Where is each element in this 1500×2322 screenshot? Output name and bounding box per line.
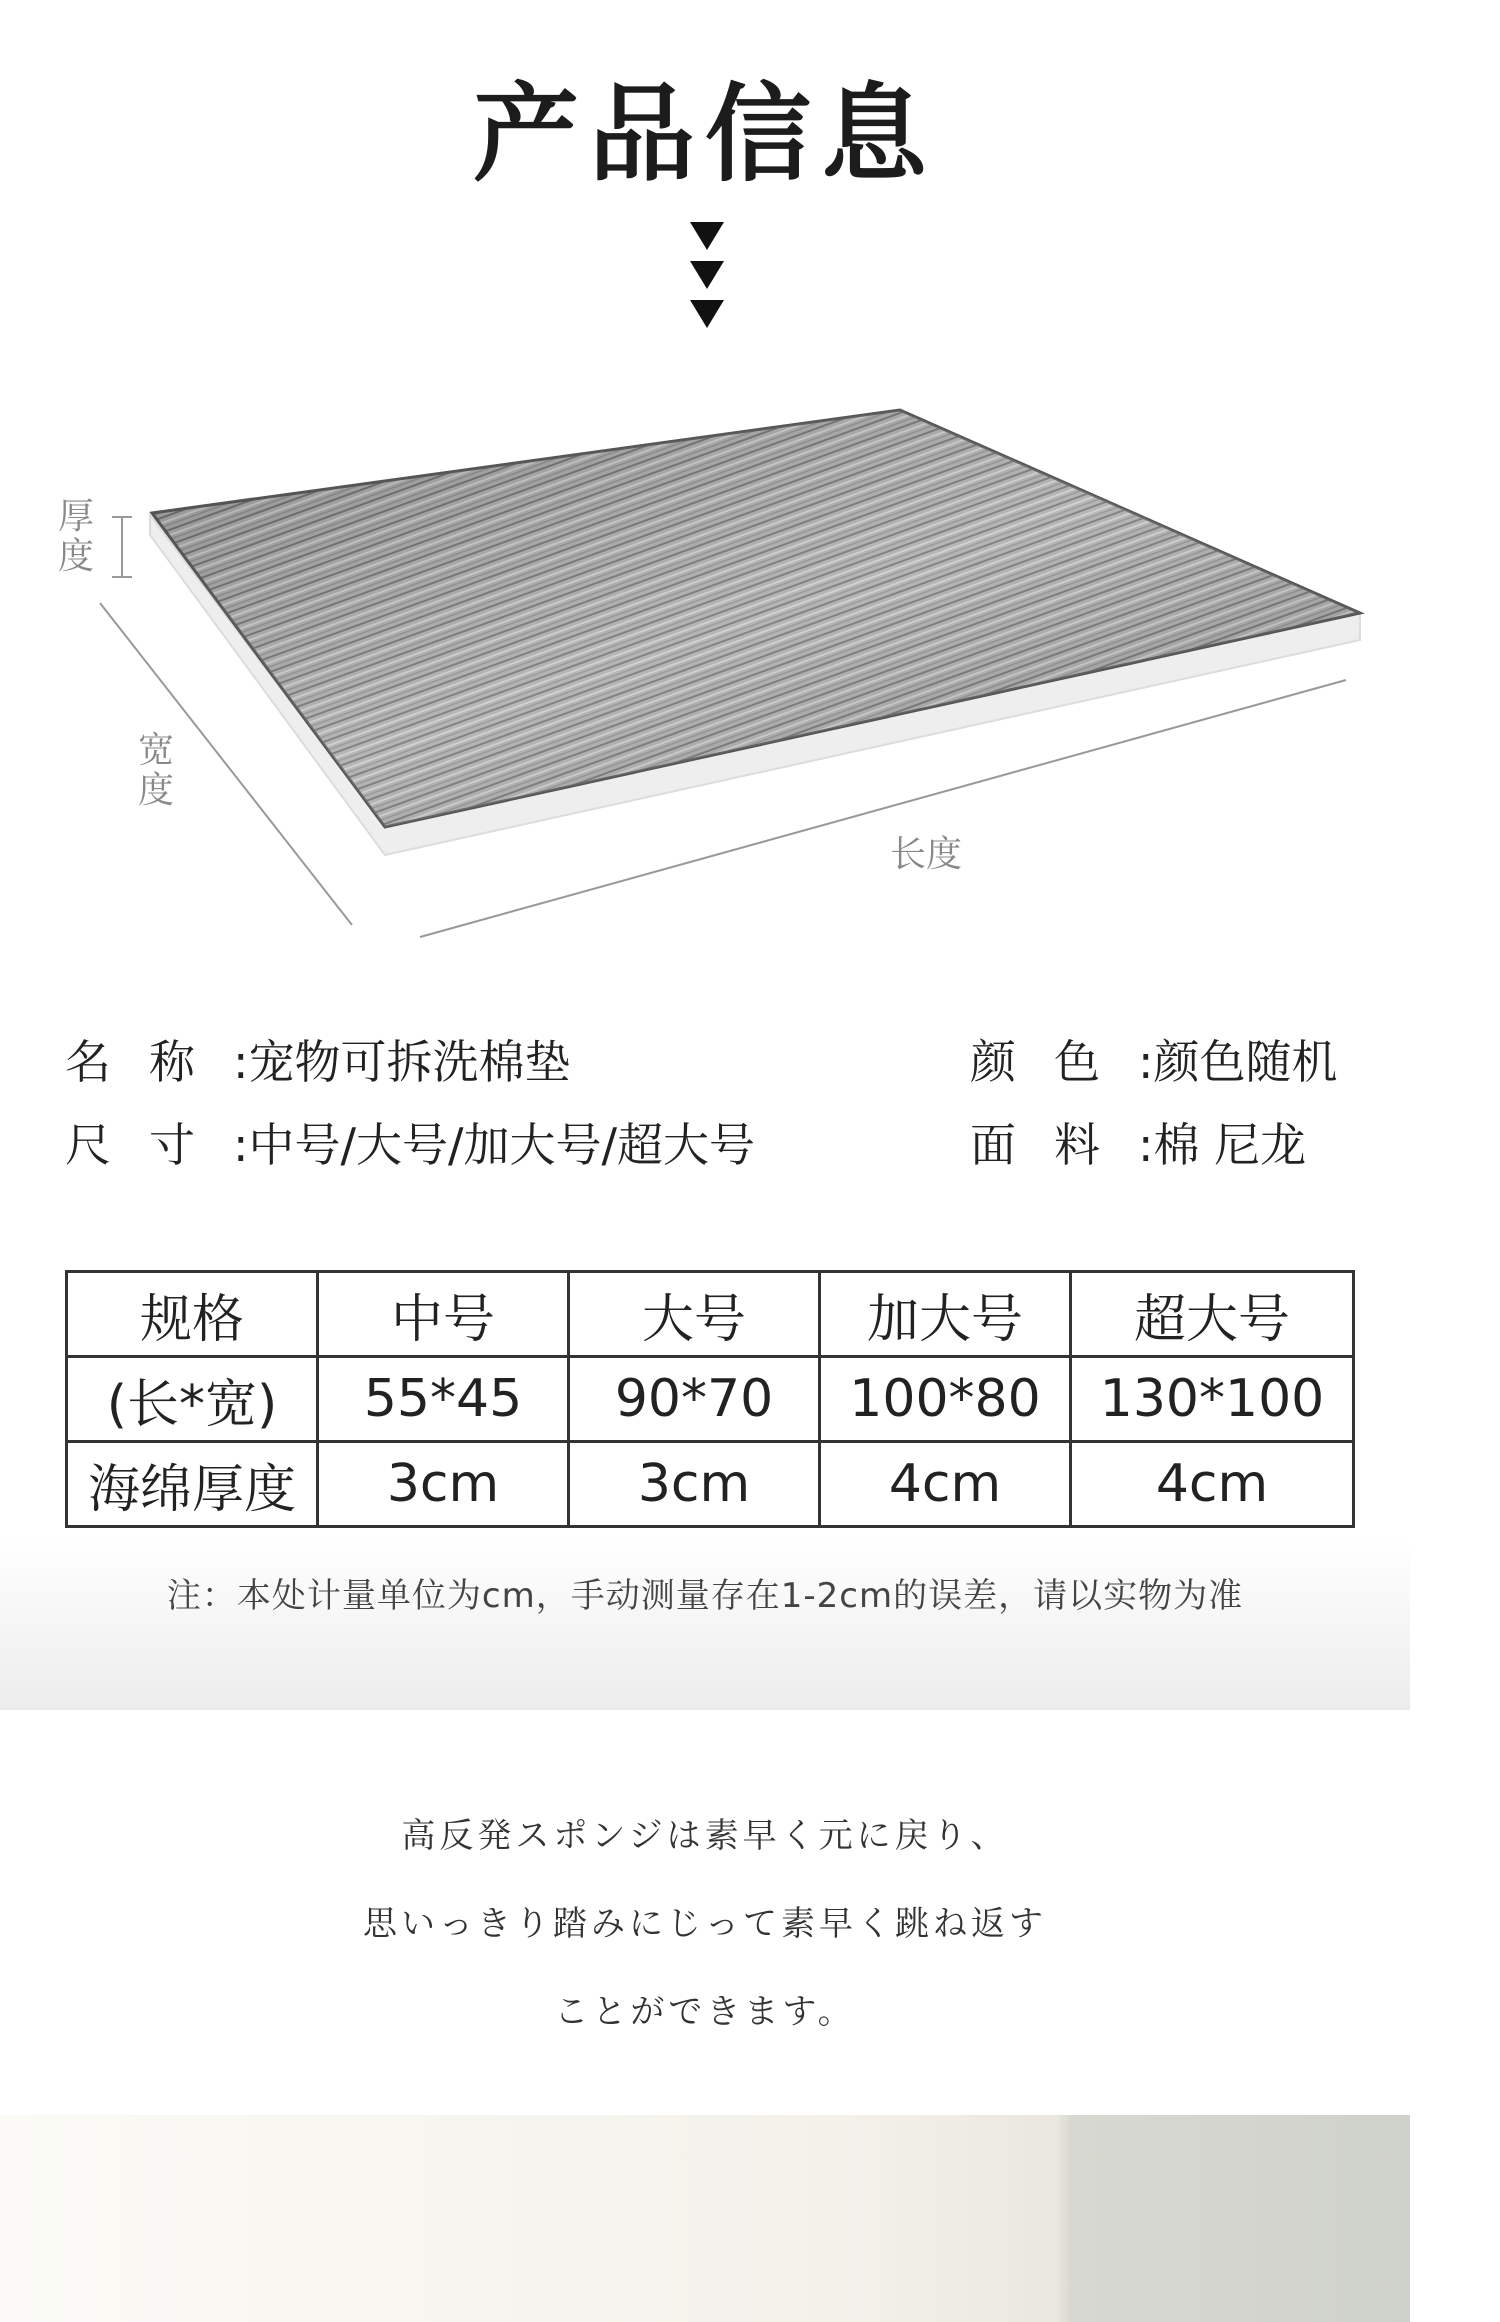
info-size-value: :中号/大号/加大号/超大号 <box>233 1118 755 1172</box>
mat-diagram <box>40 395 1400 955</box>
table-cell: 130*100 <box>1071 1357 1354 1442</box>
section-title: 产品信息 <box>473 73 937 196</box>
info-size-row <box>65 1115 755 1175</box>
width-label: 宽度 <box>137 730 174 811</box>
table-cell: 3cm <box>318 1442 569 1527</box>
length-label: 长度 <box>890 834 963 875</box>
mat-illustration <box>40 395 1400 955</box>
down-arrow-icon <box>690 261 724 289</box>
table-row <box>67 1442 1354 1527</box>
table-cell: 4cm <box>820 1442 1071 1527</box>
jp-line-2: 思いっきり踏みにじって素早く跳ね返す <box>363 1904 1047 1944</box>
table-cell: 4cm <box>1071 1442 1354 1527</box>
info-material-value: :棉 尼龙 <box>1138 1118 1307 1172</box>
down-arrows <box>690 222 726 339</box>
info-size-key: 尺寸 <box>65 1118 233 1172</box>
info-color-key: 颜色 <box>970 1035 1138 1089</box>
jp-line-1: 高反発スポンジは素早く元に戻り、 <box>401 1816 1009 1856</box>
info-name-key: 名称 <box>65 1035 233 1089</box>
table-row <box>67 1272 1354 1357</box>
down-arrow-icon <box>690 300 724 328</box>
table-cell: 中号 <box>318 1272 569 1357</box>
info-color-row <box>970 1032 1338 1092</box>
table-cell: 55*45 <box>318 1357 569 1442</box>
info-color-value: :颜色随机 <box>1138 1035 1338 1089</box>
product-photo-top <box>0 2115 1410 2322</box>
jp-line-3: ことができます。 <box>554 1992 856 2032</box>
spec-table <box>65 1270 1355 1528</box>
table-row <box>67 1357 1354 1442</box>
table-cell: 90*70 <box>569 1357 820 1442</box>
table-cell: 大号 <box>569 1272 820 1357</box>
info-name-row <box>65 1032 571 1092</box>
table-cell: 海绵厚度 <box>67 1442 318 1527</box>
table-cell: (长*宽) <box>67 1357 318 1442</box>
info-material-key: 面料 <box>970 1118 1138 1172</box>
info-material-row <box>970 1115 1306 1175</box>
info-name-value: :宠物可拆洗棉垫 <box>233 1035 571 1089</box>
down-arrow-icon <box>690 222 724 250</box>
measurement-note: 注：本处计量单位为cm，手动测量存在1-2cm的误差，请以实物为准 <box>166 1576 1244 1616</box>
table-cell: 超大号 <box>1071 1272 1354 1357</box>
table-cell: 规格 <box>67 1272 318 1357</box>
note-background <box>0 1540 1410 1710</box>
thickness-label: 厚度 <box>57 496 94 577</box>
table-cell: 加大号 <box>820 1272 1071 1357</box>
table-cell: 100*80 <box>820 1357 1071 1442</box>
table-cell: 3cm <box>569 1442 820 1527</box>
